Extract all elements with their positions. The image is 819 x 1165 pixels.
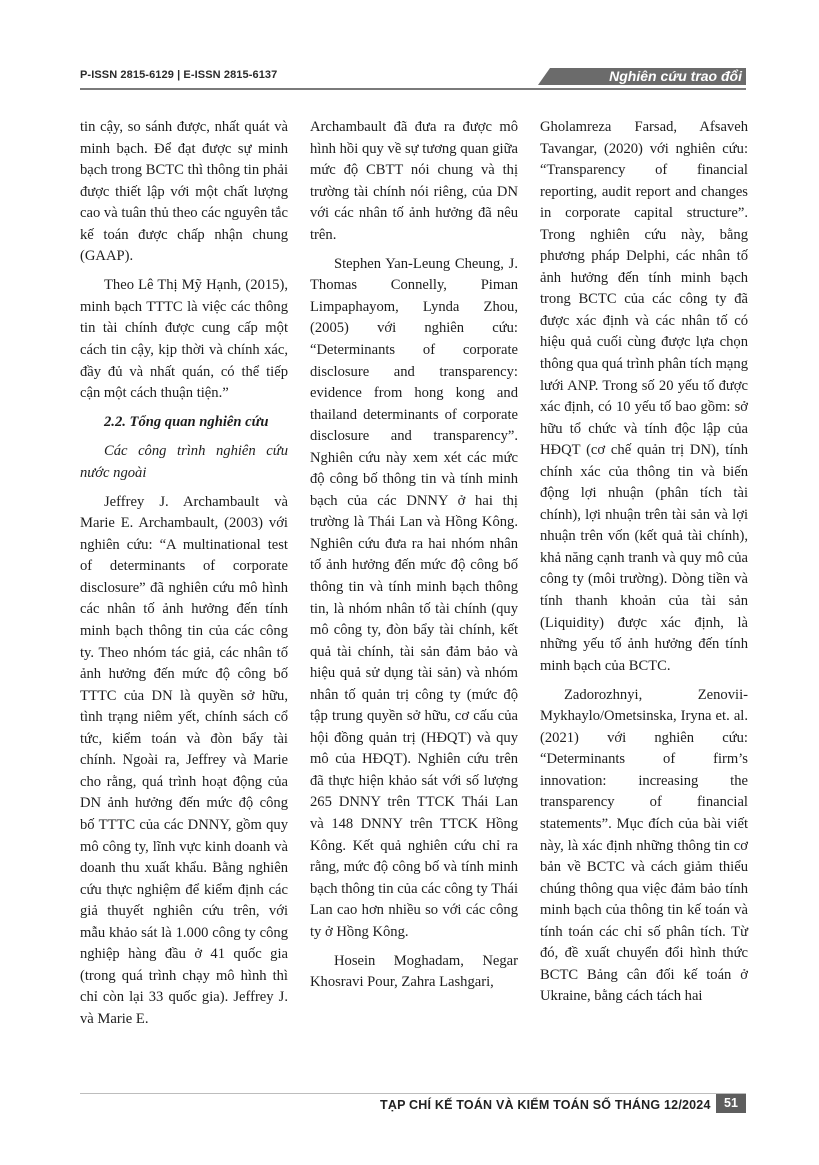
text-column-3 (540, 117, 748, 1015)
body-paragraph: Archambault đã đưa ra được mô hình hồi quy về sự tương quan giữa mức độ CBTT nói chung và thị trường tài chính nói riêng, của DN với các nhân tố ảnh hưởng đã nêu trên. (310, 119, 518, 243)
section-heading: 2.2. Tổng quan nghiên cứu (104, 414, 269, 431)
subsection-heading: Các công trình nghiên cứu nước ngoài (80, 443, 288, 481)
text-column-1 (80, 117, 288, 1038)
body-paragraph: Hosein Moghadam, Negar Khosravi Pour, Zahra Lashgari, (310, 952, 518, 991)
body-paragraph: Stephen Yan-Leung Cheung, J. Thomas Connelly, Piman Limpaphayom, Lynda Zhou, (2005) với nghiên cứu: “Determinants of corporate disclosure and transparency: evidence from hong kong and thailand determinants of corporate disclosure and transparency”. Nghiên cứu này xem xét các mức độ công bố thông tin và tính minh bạch của các DNNY ở hai thị trường là Thái Lan và Hồng Kông. Nghiên cứu đưa ra hai nhóm nhân tố ảnh hưởng đến mức độ công bố thông tin và tính minh bạch thông tin, là nhóm nhân tố tài chính (quy mô công ty, đòn bẩy tài chính, kết quả tài chính, tài sản đảm bảo và hiệu quả sử dụng tài sản) và nhóm nhân tố quản trị công ty (mức độ tập trung quyền sở hữu, cơ cấu của hội đồng quản trị (HĐQT) và quy mô của HĐQT). Nghiên cứu trên đã thực hiện khảo sát với số lượng 265 DNNY trên TTCK Thái Lan và 148 DNNY trên TTCK Hồng Kông. Kết quả nghiên cứu chỉ ra rằng, mức độ công bố và tính minh bạch thông tin của các công ty Thái Lan cao hơn nhiều so với các công ty ở Hồng Kông. (310, 255, 518, 940)
issn-line: P-ISSN 2815-6129 | E-ISSN 2815-6137 (80, 69, 278, 81)
section-title: Nghiên cứu trao đổi (609, 68, 742, 84)
page-number: 51 (716, 1094, 746, 1113)
body-paragraph: Gholamreza Farsad, Afsaveh Tavangar, (2020) với nghiên cứu: “Transparency of financial reporting, audit report and changes in corporate capital structure”. Trong nghiên cứu này, bằng phương pháp Delphi, các nhân tố ảnh hưởng đến tính minh bạch trong BCTC của các công ty đã được xác định và các nhân tố có hiệu quả cuối cùng được lựa chọn thông qua quá trình phân tích mạng lưới ANP. Trong số 20 yếu tố được xác định, có 10 yếu tố bao gồm: sở hữu tổ chức và tính độc lập của HĐQT (cơ chế quản trị DN), tính chính xác của thông tin và biến động lợi nhuận (phân tích tài chính), lợi nhuận trên tài sản và lợi nhuận trên vốn (kết quả tài chính), khả năng cạnh tranh và quy mô của công ty (môi trường). Dòng tiền và tính thanh khoản của tài sản (Liquidity) được xác định, là những yếu tố ảnh hưởng đến tính minh bạch của BCTC. (540, 119, 748, 674)
journal-title: TẠP CHÍ KẾ TOÁN VÀ KIỂM TOÁN SỐ THÁNG 12/2024 (380, 1098, 711, 1112)
text-column-2 (310, 117, 518, 1001)
body-paragraph: Theo Lê Thị Mỹ Hạnh, (2015), minh bạch TTTC là việc các thông tin tài chính được cung cấp một cách tin cậy, kịp thời và chính xác, đầy đủ và nhất quán, có thể tiếp cận một cách thuận tiện.” (80, 277, 288, 402)
body-paragraph: Jeffrey J. Archambault và Marie E. Archambault, (2003) với nghiên cứu: “A multinational test of determinants of corporate disclosure” đã nghiên cứu mô hình các nhân tố ảnh hưởng đến tính minh bạch thông tin của các công ty. Theo nhóm tác giả, các nhân tố ảnh hưởng đến mức độ công bố TTTC của DN là quyền sở hữu, tình trạng niêm yết, chính sách cổ tức, kiểm toán và đòn bẩy tài chính. Ngoài ra, Jeffrey và Marie cho rằng, quá trình hoạt động của DN ảnh hưởng đến mức độ công bố TTTC của các DNNY, gồm quy mô công ty, lĩnh vực kinh doanh và doanh thu xuất khẩu. Bằng nghiên cứu thực nghiệm để kiểm định các giả thuyết nghiên cứu trên, với mẫu khảo sát là 1.000 công ty công nghiệp hàng đầu ở 41 quốc gia (trong quá trình chạy mô hình thì chỉ còn lại 33 quốc gia). Jeffrey J. và Marie E. (80, 493, 288, 1027)
header-divider (80, 88, 746, 90)
body-paragraph: tin cậy, so sánh được, nhất quát và minh bạch. Để đạt được sự minh bạch trong BCTC thì thông tin phải được thiết lập với một chất lượng cao và tuân thủ theo các nguyên tắc kế toán được chấp nhận chung (GAAP). (80, 119, 288, 265)
footer-divider (80, 1093, 746, 1094)
body-paragraph: Zadorozhnyi, Zenovii-Mykhaylo/Ometsinska, Iryna et. al. (2021) với nghiên cứu: “Determinants of firm’s innovation: increasing the transparency of financial statements”. Mục đích của bài viết này, là xác định những thông tin cơ bản về BCTC và cách giảm thiểu chúng thông qua việc đảm bảo tính minh bạch của thông tin kế toán và tính toán các chỉ số phân tích. Từ đó, đề xuất chuyển đổi hình thức BCTC Bảng cân đối kế toán ở Ukraine, bằng cách tách hai (540, 686, 748, 1005)
